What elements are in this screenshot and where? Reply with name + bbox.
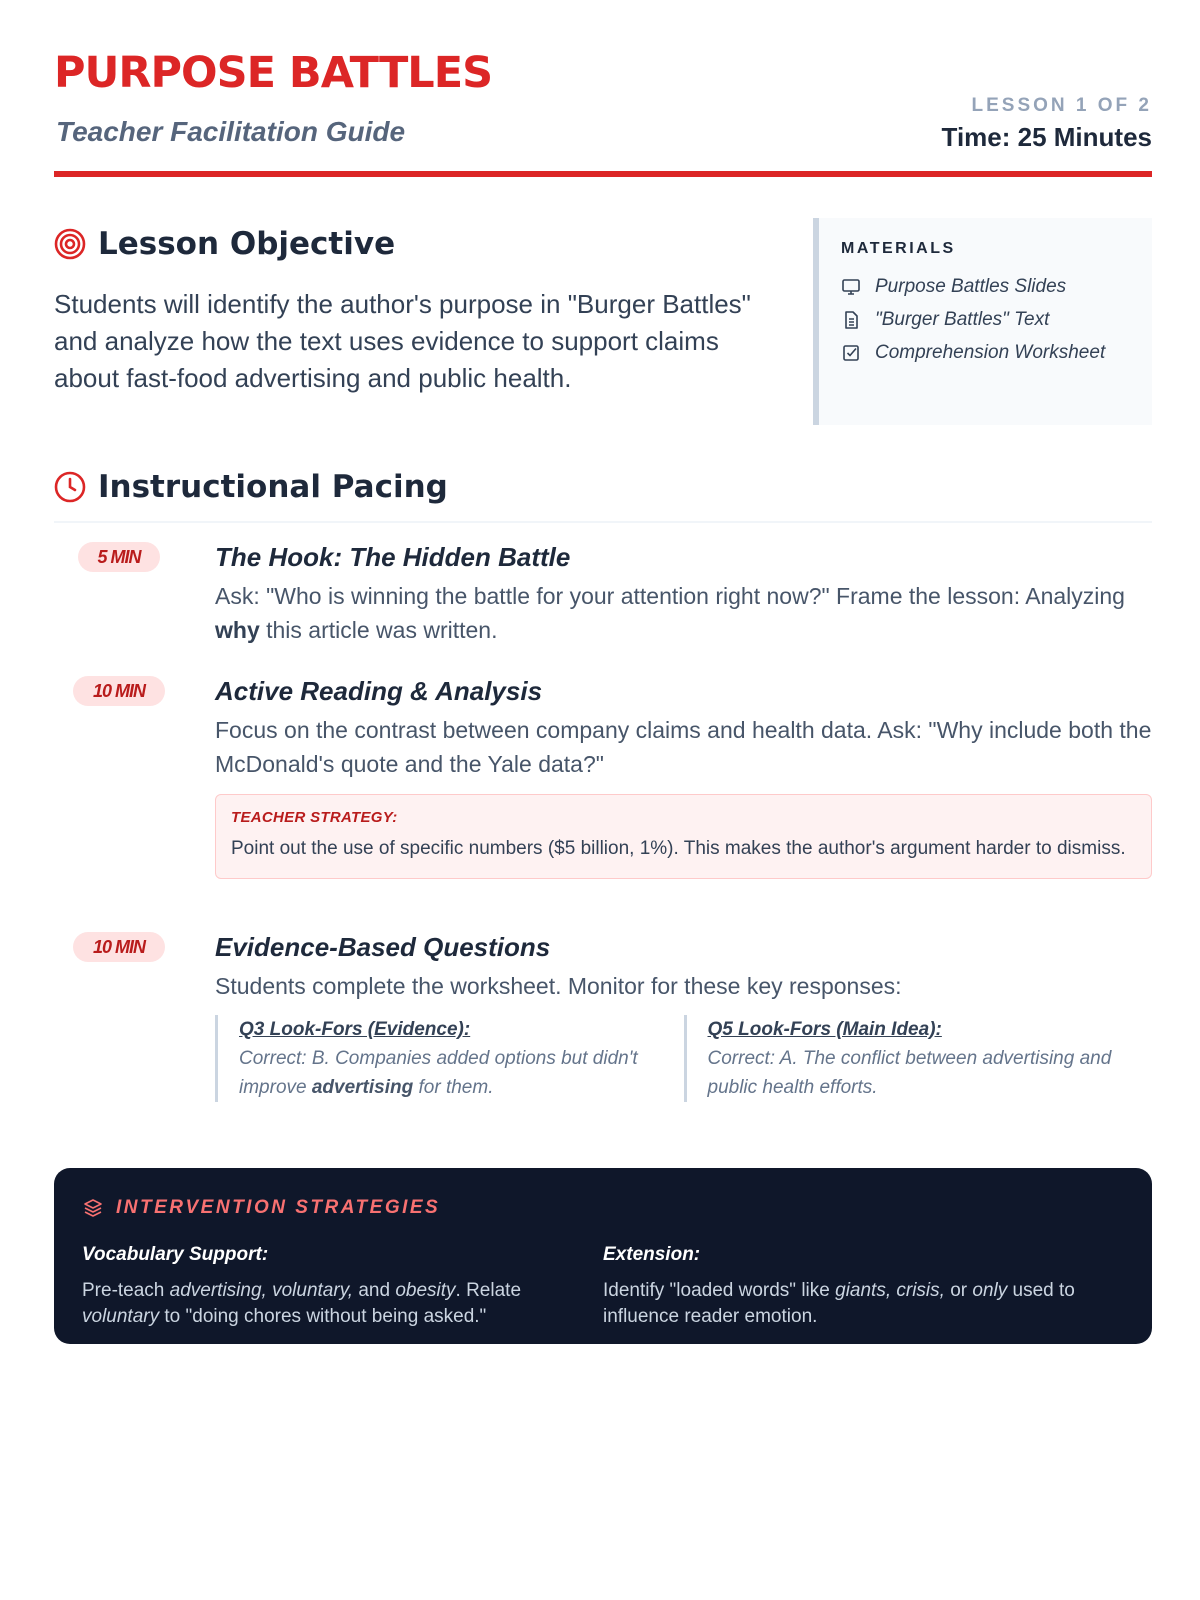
text-segment: and xyxy=(353,1280,396,1301)
text-segment: for them. xyxy=(413,1077,494,1098)
clock-icon xyxy=(54,471,86,503)
pacing-step-title: Evidence-Based Questions xyxy=(215,932,551,962)
layers-icon xyxy=(82,1197,104,1219)
pacing-step-text xyxy=(215,579,1152,647)
text-segment: or xyxy=(944,1280,973,1301)
intervention-columns xyxy=(82,1244,1124,1330)
teacher-strategy-label: TEACHER STRATEGY: xyxy=(231,809,398,826)
text-segment: to "doing chores without being asked." xyxy=(159,1306,487,1327)
loaded-word: only xyxy=(972,1280,1008,1301)
lesson-objective-section xyxy=(54,222,754,397)
intervention-strategies-panel xyxy=(54,1168,1152,1344)
pacing-step-text: Focus on the contrast between company claims and health data. Ask: "Why include both the McDonald's quote and the Yale data?" xyxy=(215,717,1152,777)
look-for-title: Q5 Look-Fors (Main Idea): xyxy=(707,1019,942,1040)
text-emphasis: advertising xyxy=(311,1077,414,1098)
lesson-count: LESSON 1 OF 2 xyxy=(971,95,1152,116)
materials-panel xyxy=(813,218,1152,425)
materials-item-label: Purpose Battles Slides xyxy=(875,275,1067,297)
header-divider xyxy=(54,171,1152,177)
text-segment: Identify "loaded words" like xyxy=(603,1280,836,1301)
vocab-word: obesity xyxy=(395,1280,456,1301)
pacing-step-body xyxy=(215,930,1152,1102)
materials-item xyxy=(841,270,1152,303)
page-title: PURPOSE BATTLES xyxy=(54,48,493,98)
pacing-step-title: Active Reading & Analysis xyxy=(215,676,543,706)
document-icon xyxy=(841,310,861,330)
intervention-title: INTERVENTION STRATEGIES xyxy=(116,1197,441,1218)
instructional-pacing-heading xyxy=(54,465,1152,509)
monitor-icon xyxy=(841,277,861,297)
look-for-q3 xyxy=(215,1015,684,1102)
materials-item-label: Comprehension Worksheet xyxy=(875,341,1106,363)
extension xyxy=(603,1244,1124,1330)
instructional-pacing-title: Instructional Pacing xyxy=(98,469,448,505)
pacing-step-body xyxy=(215,674,1152,879)
pacing-step-title: The Hook: The Hidden Battle xyxy=(215,542,571,572)
extension-heading: Extension: xyxy=(603,1244,701,1265)
duration-badge: 5 MIN xyxy=(78,542,160,572)
text-emphasis: why xyxy=(215,617,260,643)
materials-item-label: "Burger Battles" Text xyxy=(875,308,1050,330)
header xyxy=(54,0,1152,180)
extension-text xyxy=(603,1278,1124,1330)
look-for-text xyxy=(239,1044,684,1102)
materials-item xyxy=(841,303,1152,336)
page-subtitle: Teacher Facilitation Guide xyxy=(56,116,406,147)
teacher-strategy-text: Point out the use of specific numbers ($5 billion, 1%). This makes the author's argument harder to dismiss. xyxy=(231,838,1126,859)
checkbox-icon xyxy=(841,343,861,363)
vocabulary-support-text xyxy=(82,1278,603,1330)
look-fors xyxy=(215,1015,1152,1102)
duration-badge: 10 MIN xyxy=(73,676,165,706)
vocab-word: voluntary xyxy=(82,1306,160,1327)
look-for-q5 xyxy=(684,1015,1153,1102)
vocab-word: advertising, voluntary, xyxy=(169,1280,354,1301)
loaded-word: giants, crisis, xyxy=(835,1280,945,1301)
vocabulary-support xyxy=(82,1244,603,1330)
materials-heading: MATERIALS xyxy=(841,240,956,257)
materials-item xyxy=(841,336,1152,369)
duration-badge: 10 MIN xyxy=(73,932,165,962)
text-segment: used to influence reader emotion. xyxy=(603,1280,1075,1327)
text-segment: Pre-teach xyxy=(82,1280,170,1301)
text-segment: Ask: "Who is winning the battle for your attention right now?" Frame the lesson: Analyzing xyxy=(215,583,1125,609)
target-icon xyxy=(54,228,86,260)
lesson-objective-title: Lesson Objective xyxy=(98,226,396,262)
intervention-heading xyxy=(82,1196,1124,1220)
teacher-strategy-callout xyxy=(215,794,1152,879)
lesson-objective-heading xyxy=(54,222,754,266)
pacing-step-text: Students complete the worksheet. Monitor for these key responses: xyxy=(215,973,902,999)
lesson-time: Time: 25 Minutes xyxy=(941,122,1152,152)
lesson-objective-text: Students will identify the author's purpose in "Burger Battles" and analyze how the text uses evidence to support claims about fast-food advertising and public health. xyxy=(54,289,751,393)
text-segment: . Relate xyxy=(455,1280,522,1301)
pacing-step-body xyxy=(215,540,1152,647)
text-segment: Correct: B. Companies added options but didn't improve xyxy=(239,1048,638,1098)
instructional-pacing-section xyxy=(54,465,1152,523)
look-for-title: Q3 Look-Fors (Evidence): xyxy=(239,1019,471,1040)
look-for-text: Correct: A. The conflict between advertising and public health efforts. xyxy=(707,1048,1112,1098)
vocabulary-support-heading: Vocabulary Support: xyxy=(82,1244,269,1265)
text-segment: this article was written. xyxy=(259,617,498,643)
teacher-guide-page xyxy=(54,0,1152,1327)
materials-list xyxy=(841,270,1152,369)
